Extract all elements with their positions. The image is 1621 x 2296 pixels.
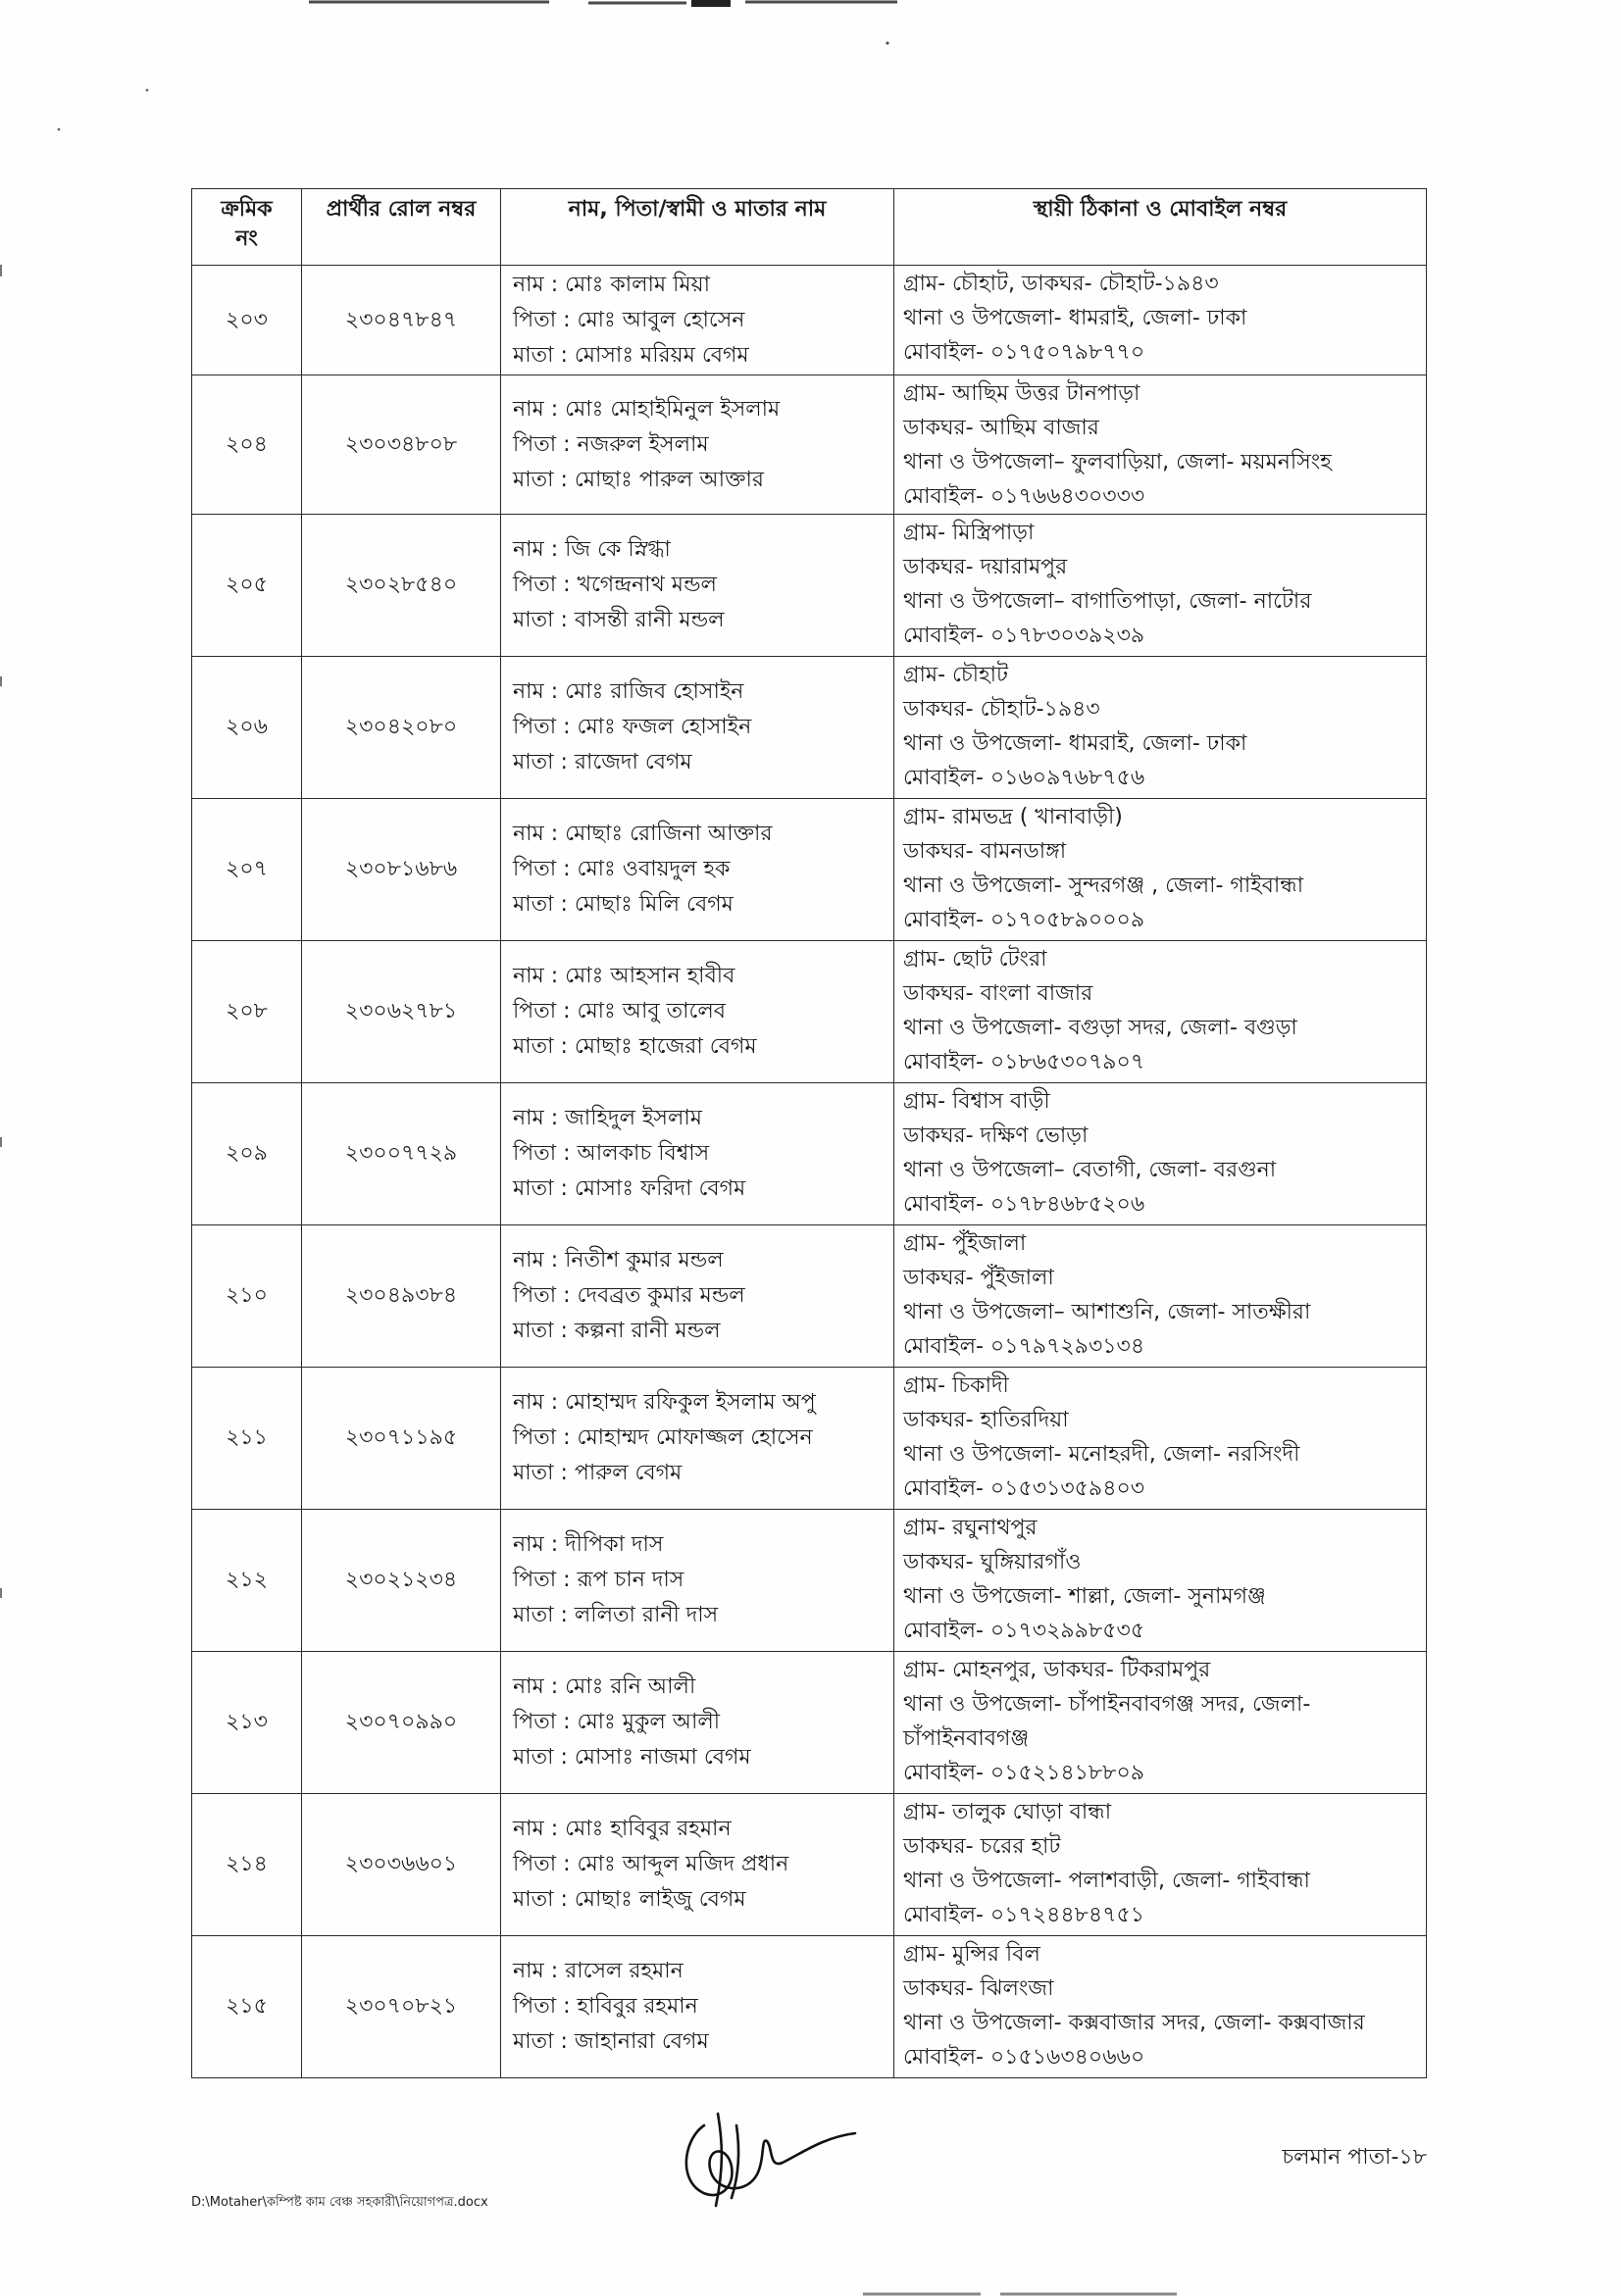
father-name: পিতা : খগেন্দ্রনাথ মন্ডল	[513, 573, 717, 597]
mother-name: মাতা : মোসাঃ মরিয়ম বেগম	[513, 342, 749, 368]
candidate-name: নাম : মোঃ মোহাইমিনুল ইসলাম	[513, 396, 781, 422]
candidate-name-cell	[501, 515, 894, 657]
table-row	[192, 1652, 1427, 1794]
candidate-name-cell	[501, 1794, 894, 1936]
mobile-number: মোবাইল- ০১৭২৪৪৮৪৭৫১	[903, 1903, 1145, 1927]
address-line: চাঁপাইনবাবগঞ্জ	[903, 1726, 1030, 1751]
mobile-number: মোবাইল- ০১৫১৬৩৪০৬৬০	[903, 2045, 1145, 2070]
address-line: গ্রাম- রঘুনাথপুর	[903, 1516, 1038, 1540]
address-line: থানা ও উপজেলা– বেতাগী, জেলা- বরগুনা	[903, 1158, 1277, 1182]
father-name: পিতা : আলকাচ বিশ্বাস	[513, 1141, 710, 1166]
candidate-name: নাম : মোহাম্মদ রফিকুল ইসলাম অপু	[513, 1390, 816, 1415]
roll-cell	[302, 515, 501, 657]
serial-number: ২০৪	[226, 431, 268, 457]
candidate-table	[191, 188, 1427, 2078]
father-name: পিতা : রূপ চান দাস	[513, 1568, 684, 1592]
address-line: গ্রাম- আছিম উত্তর টানপাড়া	[903, 381, 1140, 406]
serial-cell	[192, 515, 302, 657]
father-name: পিতা : মোঃ আবু তালেব	[513, 999, 727, 1023]
roll-number: ২৩০৭০৮২১	[344, 1994, 458, 2019]
mobile-number: মোবাইল- ০১৭৬৬৪৩০৩৩৩	[903, 484, 1145, 509]
signature	[667, 2098, 863, 2216]
address-line: থানা ও উপজেলা– ফুলবাড়িয়া, জেলা- ময়মনসিংহ	[903, 450, 1332, 474]
serial-cell	[192, 799, 302, 941]
roll-cell	[302, 1083, 501, 1225]
roll-cell	[302, 941, 501, 1083]
table-row	[192, 1083, 1427, 1225]
address-line: থানা ও উপজেলা- ধামরাই, জেলা- ঢাকা	[903, 731, 1247, 756]
table-row	[192, 799, 1427, 941]
scan-artifact-dot	[58, 128, 61, 131]
address-line: থানা ও উপজেলা- বগুড়া সদর, জেলা- বগুড়া	[903, 1016, 1297, 1040]
mobile-number: মোবাইল- ০১৭০৫৮৯০০০৯	[903, 908, 1145, 932]
father-name: পিতা : মোঃ আবুল হোসেন	[513, 307, 745, 332]
address-line: ডাকঘর- ঝিলংজা	[903, 1976, 1054, 2001]
mother-name: মাতা : কল্পনা রানী মন্ডল	[513, 1319, 721, 1343]
roll-cell	[302, 657, 501, 799]
candidate-name-cell	[501, 1652, 894, 1794]
serial-cell	[192, 1794, 302, 1936]
candidate-name: নাম : মোঃ কালাম মিয়া	[513, 272, 710, 297]
header-serial	[192, 189, 302, 266]
candidate-name: নাম : দীপিকা দাস	[513, 1532, 664, 1557]
mother-name: মাতা : মোছাঃ মিলি বেগম	[513, 892, 734, 917]
roll-cell	[302, 1794, 501, 1936]
candidate-name: নাম : নিতীশ কুমার মন্ডল	[513, 1248, 724, 1273]
father-name: পিতা : দেবব্রত কুমার মন্ডল	[513, 1283, 745, 1308]
address-line: গ্রাম- মোহনপুর, ডাকঘর- টিকরামপুর	[903, 1658, 1211, 1682]
table-row	[192, 657, 1427, 799]
address-line: ডাকঘর- পুঁইজালা	[903, 1266, 1054, 1290]
candidate-name-cell	[501, 1936, 894, 2078]
header-roll-label: প্রার্থীর রোল নম্বর	[326, 197, 477, 222]
header-name-label: নাম, পিতা/স্বামী ও মাতার নাম	[568, 197, 827, 222]
mobile-number: মোবাইল- ০১৭৮৩০৩৯২৩৯	[903, 624, 1145, 648]
candidate-name-cell	[501, 375, 894, 515]
roll-number: ২৩০৮১৬৮৬	[344, 857, 458, 881]
mother-name: মাতা : মোসাঃ ফরিদা বেগম	[513, 1176, 746, 1201]
serial-number: ২১০	[226, 1283, 268, 1308]
roll-number: ২৩০২১২৩৪	[344, 1568, 458, 1592]
mother-name: মাতা : মোছাঃ হাজেরা বেগম	[513, 1034, 757, 1059]
address-line: গ্রাম- চৌহাট	[903, 663, 1009, 687]
address-line: ডাকঘর- দয়ারামপুর	[903, 555, 1068, 579]
mother-name: মাতা : মোছাঃ পারুল আক্তার	[513, 467, 764, 492]
father-name: পিতা : মোঃ ফজল হোসাইন	[513, 715, 752, 739]
table-row	[192, 1510, 1427, 1652]
candidate-name: নাম : মোছাঃ রোজিনা আক্তার	[513, 822, 773, 846]
address-line: গ্রাম- পুঁইজালা	[903, 1231, 1027, 1256]
header-roll	[302, 189, 501, 266]
serial-cell	[192, 1936, 302, 2078]
address-line: গ্রাম- মুন্সির বিল	[903, 1942, 1040, 1967]
address-line: ডাকঘর- বাংলা বাজার	[903, 981, 1093, 1006]
address-line: গ্রাম- বিশ্বাস বাড়ী	[903, 1089, 1050, 1114]
serial-number: ২০৬	[226, 715, 268, 739]
father-name: পিতা : মোঃ আব্দুল মজিদ প্রধান	[513, 1852, 789, 1876]
mobile-number: মোবাইল- ০১৬০৯৭৬৮৭৫৬	[903, 766, 1145, 790]
address-line: ডাকঘর- চরের হাট	[903, 1834, 1061, 1859]
address-line: থানা ও উপজেলা- শাল্লা, জেলা- সুনামগঞ্জ	[903, 1584, 1266, 1609]
continuation-page-label: চলমান পাতা-১৮	[1282, 2145, 1427, 2170]
mobile-number: মোবাইল- ০১৭৮৪৬৮৫২০৬	[903, 1192, 1145, 1217]
address-line: থানা ও উপজেলা- চাঁপাইনবাবগঞ্জ সদর, জেলা-	[903, 1692, 1311, 1717]
roll-cell	[302, 1510, 501, 1652]
father-name: পিতা : মোঃ মুকুল আলী	[513, 1710, 721, 1734]
address-cell	[894, 657, 1427, 799]
serial-number: ২০৭	[226, 857, 268, 881]
father-name: পিতা : মোঃ ওবায়দুল হক	[513, 857, 731, 881]
mother-name: মাতা : জাহানারা বেগম	[513, 2029, 709, 2054]
table-row	[192, 1225, 1427, 1368]
roll-number: ২৩০৪৭৮৪৭	[344, 307, 458, 332]
mobile-number: মোবাইল- ০১৭৩২৯৯৮৫৩৫	[903, 1619, 1145, 1643]
roll-cell	[302, 1652, 501, 1794]
roll-number: ২৩০৩৬৬০১	[344, 1852, 458, 1876]
table-row	[192, 941, 1427, 1083]
serial-cell	[192, 1368, 302, 1510]
address-line: গ্রাম- তালুক ঘোড়া বান্ধা	[903, 1800, 1112, 1824]
roll-number: ২৩০৬২৭৮১	[344, 999, 458, 1023]
table-row	[192, 515, 1427, 657]
serial-cell	[192, 1510, 302, 1652]
candidate-name: নাম : জাহিদুল ইসলাম	[513, 1106, 702, 1130]
header-serial-line: ক্রমিক	[221, 197, 273, 222]
mother-name: মাতা : মোসাঃ নাজমা বেগম	[513, 1745, 751, 1770]
father-name: পিতা : হাবিবুর রহমান	[513, 1994, 698, 2019]
address-line: ডাকঘর- আছিম বাজার	[903, 416, 1099, 440]
header-address	[894, 189, 1427, 266]
roll-number: ২৩০৭০৯৯০	[344, 1710, 458, 1734]
roll-cell	[302, 1936, 501, 2078]
serial-number: ২১৫	[226, 1994, 268, 2019]
serial-number: ২১২	[226, 1568, 268, 1592]
header-address-label: স্থায়ী ঠিকানা ও মোবাইল নম্বর	[1033, 197, 1288, 222]
mobile-number: মোবাইল- ০১৭৯৭২৯৩১৩৪	[903, 1334, 1145, 1359]
address-line: গ্রাম- মিস্ত্রিপাড়া	[903, 521, 1035, 545]
address-line: ডাকঘর- ঘুঙ্গিয়ারগাঁও	[903, 1550, 1082, 1574]
mobile-number: মোবাইল- ০১৫৩১৩৫৯৪০৩	[903, 1476, 1145, 1501]
address-cell	[894, 1368, 1427, 1510]
serial-cell	[192, 266, 302, 375]
address-line: ডাকঘর- বামনডাঙ্গা	[903, 839, 1067, 864]
address-cell	[894, 1936, 1427, 2078]
serial-cell	[192, 657, 302, 799]
serial-number: ২১৩	[226, 1710, 268, 1734]
roll-number: ২৩০৪৯৩৮৪	[344, 1283, 458, 1308]
address-line: থানা ও উপজেলা– বাগাতিপাড়া, জেলা- নাটোর	[903, 589, 1312, 614]
address-cell	[894, 1510, 1427, 1652]
header-row	[192, 189, 1427, 266]
candidate-name: নাম : জি কে স্নিগ্ধা	[513, 537, 671, 562]
candidate-name: নাম : রাসেল রহমান	[513, 1959, 684, 1983]
serial-number: ২০৫	[226, 573, 268, 597]
address-line: ডাকঘর- চৌহাট-১৯৪৩	[903, 697, 1100, 722]
table-row	[192, 1794, 1427, 1936]
table-row	[192, 1368, 1427, 1510]
roll-number: ২৩০৩৪৮০৮	[344, 431, 458, 457]
address-cell	[894, 1225, 1427, 1368]
serial-number: ২০৩	[226, 307, 268, 332]
roll-cell	[302, 1368, 501, 1510]
candidate-name-cell	[501, 1368, 894, 1510]
address-cell	[894, 941, 1427, 1083]
mobile-number: মোবাইল- ০১৮৬৫৩০৭৯০৭	[903, 1050, 1145, 1074]
candidate-name: নাম : মোঃ হাবিবুর রহমান	[513, 1817, 732, 1841]
address-line: গ্রাম- চিকাদী	[903, 1373, 1009, 1398]
address-cell	[894, 1794, 1427, 1936]
mother-name: মাতা : পারুল বেগম	[513, 1461, 683, 1485]
address-line: ডাকঘর- দক্ষিণ ভোড়া	[903, 1123, 1089, 1148]
serial-number: ২০৮	[226, 999, 268, 1023]
address-line: থানা ও উপজেলা- সুন্দরগঞ্জ , জেলা- গাইবান্ধা	[903, 873, 1304, 898]
roll-number: ২৩০৭১১৯৫	[344, 1425, 458, 1450]
father-name: পিতা : নজরুল ইসলাম	[513, 431, 709, 457]
candidate-name: নাম : মোঃ রাজিব হোসাইন	[513, 679, 744, 704]
mother-name: মাতা : ললিতা রানী দাস	[513, 1603, 719, 1627]
mobile-number: মোবাইল- ০১৭৫০৭৯৮৭৭০	[903, 340, 1145, 365]
serial-cell	[192, 1225, 302, 1368]
address-line: থানা ও উপজেলা– আশাশুনি, জেলা- সাতক্ষীরা	[903, 1300, 1311, 1324]
serial-cell	[192, 375, 302, 515]
serial-cell	[192, 1652, 302, 1794]
candidate-name-cell	[501, 1510, 894, 1652]
table-header	[192, 189, 1427, 266]
scan-artifact-dot	[886, 41, 888, 44]
table-row	[192, 266, 1427, 375]
address-line: থানা ও উপজেলা- মনোহরদী, জেলা- নরসিংদী	[903, 1442, 1300, 1467]
roll-cell	[302, 1225, 501, 1368]
scan-artifact-blob	[691, 0, 731, 7]
address-cell	[894, 1083, 1427, 1225]
candidate-name-cell	[501, 799, 894, 941]
file-path: D:\Motaher\কম্পিষ্ট কাম বেঞ্চ সহকারী\নিয়োগপত্র.docx	[191, 2195, 488, 2210]
address-line: থানা ও উপজেলা- পলাশবাড়ী, জেলা- গাইবান্ধা	[903, 1869, 1310, 1893]
address-cell	[894, 799, 1427, 941]
address-cell	[894, 375, 1427, 515]
address-cell	[894, 1652, 1427, 1794]
mother-name: মাতা : বাসন্তী রানী মন্ডল	[513, 608, 725, 632]
mother-name: মাতা : মোছাঃ লাইজু বেগম	[513, 1887, 746, 1912]
serial-cell	[192, 941, 302, 1083]
roll-number: ২৩০৪২০৮০	[344, 715, 458, 739]
roll-number: ২৩০২৮৫৪০	[344, 573, 458, 597]
roll-cell	[302, 375, 501, 515]
roll-cell	[302, 266, 501, 375]
table-row	[192, 1936, 1427, 2078]
roll-number: ২৩০০৭৭২৯	[344, 1141, 458, 1166]
candidate-name: নাম : মোঃ রনি আলী	[513, 1674, 696, 1699]
candidate-name-cell	[501, 266, 894, 375]
address-line: থানা ও উপজেলা- ধামরাই, জেলা- ঢাকা	[903, 306, 1247, 330]
mother-name: মাতা : রাজেদা বেগম	[513, 750, 692, 774]
mobile-number: মোবাইল- ০১৫২১৪১৮৮০৯	[903, 1761, 1145, 1785]
serial-number: ২১১	[226, 1425, 268, 1450]
candidate-name-cell	[501, 941, 894, 1083]
header-name	[501, 189, 894, 266]
scan-artifact-dot	[146, 89, 149, 92]
candidate-name-cell	[501, 1083, 894, 1225]
father-name: পিতা : মোহাম্মদ মোফাজ্জল হোসেন	[513, 1425, 813, 1450]
address-line: থানা ও উপজেলা- কক্সবাজার সদর, জেলা- কক্সবাজার	[903, 2011, 1365, 2035]
address-cell	[894, 515, 1427, 657]
signature-stroke	[686, 2125, 855, 2195]
address-line: গ্রাম- ছোট টেংরা	[903, 947, 1047, 972]
header-serial-line: নং	[235, 226, 258, 251]
roll-cell	[302, 799, 501, 941]
table-row	[192, 375, 1427, 515]
address-cell	[894, 266, 1427, 375]
candidate-name: নাম : মোঃ আহসান হাবীব	[513, 964, 735, 988]
address-line: ডাকঘর- হাতিরদিয়া	[903, 1408, 1069, 1432]
table-body	[192, 266, 1427, 2078]
serial-cell	[192, 1083, 302, 1225]
candidate-name-cell	[501, 657, 894, 799]
serial-number: ২০৯	[226, 1141, 268, 1166]
address-line: গ্রাম- চৌহাট, ডাকঘর- চৌহাট-১৯৪৩	[903, 272, 1219, 296]
serial-number: ২১৪	[226, 1852, 268, 1876]
candidate-name-cell	[501, 1225, 894, 1368]
address-line: গ্রাম- রামভদ্র ( খানাবাড়ী)	[903, 805, 1123, 829]
